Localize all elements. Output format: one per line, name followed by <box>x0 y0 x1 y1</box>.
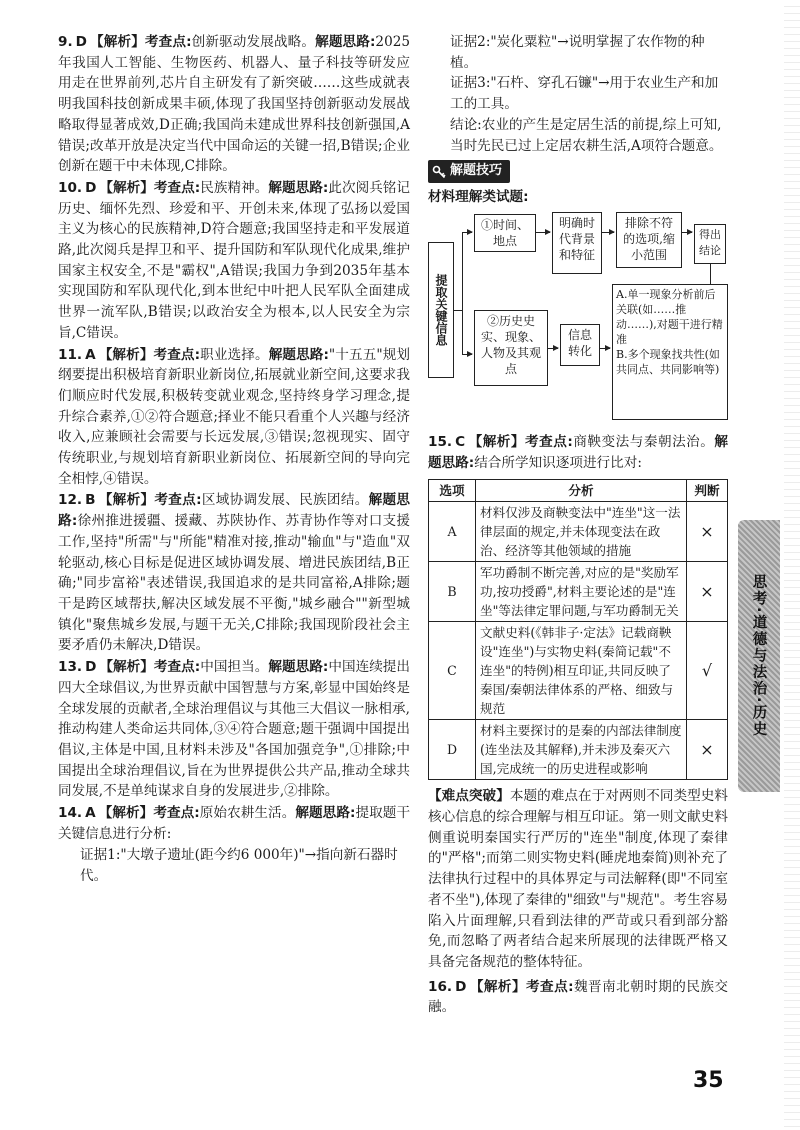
table-cell-judge: × <box>687 720 728 780</box>
answer-letter: D <box>455 978 467 995</box>
table-row <box>429 720 728 780</box>
keypoint-text: 民族精神。 <box>200 179 269 196</box>
question-9 <box>58 32 410 177</box>
analysis-tag: 【解析】 <box>98 346 154 363</box>
arrow <box>462 232 472 233</box>
question-13 <box>58 657 410 802</box>
analysis-text: 徐州推进援疆、援藏、苏陕协作、苏青协作等对口支援工作,坚持"所需"与"所能"精准对接,推动"输血"与"造血"双轮驱动,核心目标是促进区域协调发展、增进民族团结,B正确;"同步富裕"表述错误,我国追求的是共同富裕,A排除;题干是跨区域帮扶,解决区域发展不平衡,"城乡融合""新型城镇化"聚焦城乡发展,与题干无关,C排除;我国现阶段社会主要矛盾仍未解决,D错误。 <box>58 513 411 654</box>
arrow <box>602 232 614 233</box>
arrow <box>462 354 472 355</box>
analysis-text: 结合所学知识逐项进行比对: <box>474 454 642 471</box>
table-cell-analysis: 材料仅涉及商鞅变法中"连坐"这一法律层面的规定,并未体现变法在政治、经济等其他领域的措施 <box>476 502 687 562</box>
connector <box>710 264 711 284</box>
diagram-box-facts: ②历史史实、现象、人物及其观点 <box>474 310 548 386</box>
analysis-text: 中国连续提出四大全球倡议,为世界贡献中国智慧与方案,彰显中国始终是全球发展的贡献者,全球治理倡议与其他三大倡议一脉相承,推动构建人类命运共同体,③④符合题意;题干强调中国提出倡议,主体是中国,且材料未涉及"各国加强竞争",①排除;中国提出全球治理倡议,旨在为世界提供公共产品,推动全球共同发展,不是单纯谋求自身的发展进步,②排除。 <box>58 659 411 800</box>
analysis-tag: 【解析】 <box>98 805 154 822</box>
answer-letter: D <box>75 34 87 50</box>
question-15 <box>428 432 728 473</box>
keypoint-text: 中国担当。 <box>200 659 269 676</box>
left-column <box>58 32 410 887</box>
solving-flow-diagram <box>428 212 728 422</box>
key-icon <box>432 165 446 179</box>
table-cell-option: A <box>429 502 476 562</box>
analysis-tag: 【解析】 <box>99 179 154 196</box>
question-number: 11. <box>58 346 83 363</box>
think-label: 解题思路: <box>315 34 376 50</box>
answer-letter: A <box>85 805 96 822</box>
question-10 <box>58 178 410 344</box>
keypoint-text: 创新驱动发展战略。 <box>191 34 316 50</box>
diagram-box-time-place: ①时间、地点 <box>474 214 536 252</box>
table-header-option: 选项 <box>429 480 476 502</box>
method-b: B.多个现象找共性(如共同点、共同影响等) <box>616 347 720 376</box>
option-analysis-table <box>428 479 728 780</box>
question-11 <box>58 345 410 490</box>
q14-evidence-1: 证据1:"大墩子遗址(距今约6 000年)"→指向新石器时代。 <box>80 847 398 885</box>
answer-letter: B <box>85 492 96 509</box>
diagram-left-label: 提取关键信息 <box>428 242 454 378</box>
q14-evidence-3: 证据3:"石杵、穿孔石镰"→用于农业生产和加工的工具。 <box>450 75 719 113</box>
arrow <box>548 348 558 349</box>
question-number: 13. <box>58 659 83 676</box>
diagram-box-methods <box>612 284 728 420</box>
page-edge-dots <box>784 0 800 1130</box>
right-column <box>428 32 728 1019</box>
keypoint-text: 区域协调发展、民族团结。 <box>201 492 369 509</box>
table-cell-judge: × <box>687 562 728 622</box>
keypoint-text: 商鞅变法与秦朝法治。 <box>572 433 715 450</box>
arrow <box>600 348 610 349</box>
answer-letter: D <box>85 659 97 676</box>
keypoint-label: 考查点: <box>526 978 574 995</box>
think-label: 解题思路: <box>268 659 329 676</box>
table-cell-analysis: 材料主要探讨的是秦的内部法律制度(连坐法及其解释),并未涉及秦灭六国,完成统一的历史进程或影响 <box>476 720 687 780</box>
question-number: 14. <box>58 805 83 822</box>
question-12 <box>58 490 410 656</box>
analysis-tag: 【解析】 <box>469 978 526 995</box>
keypoint-text: 原始农耕生活。 <box>199 805 296 822</box>
answer-letter: A <box>85 346 96 363</box>
keypoint-label: 考查点: <box>153 179 201 196</box>
answer-letter: D <box>85 179 97 196</box>
table-cell-judge: √ <box>687 622 728 720</box>
connector <box>454 310 462 311</box>
question-number: 15. <box>428 433 453 450</box>
page-number: 35 <box>693 1068 724 1093</box>
side-tab-label: 思考·道德与法治·历史 <box>750 574 767 738</box>
analysis-text: 提取题干关键信息进行分析: <box>58 805 411 842</box>
answer-letter: C <box>455 433 466 450</box>
diagram-box-convert: 信息转化 <box>560 324 600 366</box>
table-cell-analysis: 文献史料(《韩非子·定法》记载商鞅设"连坐")与实物史料(秦简记载"不连坐"的特例)相互印证,共同反映了秦国/秦朝法律体系的严格、细致与规范 <box>476 622 687 720</box>
question-number: 10. <box>58 179 83 196</box>
keypoint-label: 考查点: <box>154 492 202 509</box>
analysis-tag: 【解析】 <box>99 659 154 676</box>
table-cell-option: B <box>429 562 476 622</box>
think-label: 解题思路: <box>268 346 329 363</box>
question-16 <box>428 977 728 1018</box>
keypoint-label: 考查点: <box>153 346 201 363</box>
keypoint-label: 考查点: <box>144 34 192 50</box>
keypoint-text: 职业选择。 <box>200 346 269 363</box>
keypoint-text: 魏晋南北朝时期的民族交融。 <box>428 978 729 1016</box>
arrow <box>682 232 692 233</box>
difficulty-label: 【难点突破】 <box>428 788 510 805</box>
table-row <box>429 502 728 562</box>
table-cell-analysis: 军功爵制不断完善,对应的是"奖励军功,按功授爵",材料主要论述的是"连坐"等法律定罪问题,与军功爵制无关 <box>476 562 687 622</box>
tips-badge-label: 解题技巧 <box>450 163 503 179</box>
diagram-box-eliminate: 排除不符的选项,缩小范围 <box>616 212 682 268</box>
connector <box>462 232 463 354</box>
question-number: 9. <box>58 34 73 50</box>
tips-badge <box>428 160 510 183</box>
keypoint-label: 考查点: <box>525 433 573 450</box>
think-label: 解题思路: <box>295 805 356 822</box>
subject-side-tab <box>738 520 780 792</box>
tips-lead: 材料理解类试题: <box>428 189 529 206</box>
arrow <box>536 232 550 233</box>
question-14 <box>58 803 410 844</box>
table-row <box>429 562 728 622</box>
keypoint-label: 考查点: <box>153 659 201 676</box>
think-label: 解题思路: <box>428 433 728 471</box>
q14-conclusion: 结论:农业的产生是定居生活的前提,综上可知,当时先民已过上定居农耕生活,A项符合题意。 <box>450 116 723 154</box>
diagram-box-era-features: 明确时代背景和特征 <box>552 212 602 274</box>
think-label: 解题思路: <box>268 179 329 196</box>
think-label: 解题思路: <box>58 492 411 530</box>
analysis-tag: 【解析】 <box>468 433 526 450</box>
table-row <box>429 622 728 720</box>
table-header-judge: 判断 <box>687 480 728 502</box>
table-cell-judge: × <box>687 502 728 562</box>
table-cell-option: D <box>429 720 476 780</box>
analysis-text: 此次阅兵铭记历史、缅怀先烈、珍爱和平、开创未来,体现了弘扬以爱国主义为核心的民族精神,D符合题意;我国坚持走和平发展道路,此次阅兵是捍卫和平、提升国防和军队现代化成果,维护国家主权安全,不是"霸权",A错误;我国力争到2035年基本实现国防和军队现代化,到本世纪中叶把人民军队全面建成世界一流军队,B错误;以政治安全为根本,以人民安全为宗旨,C错误。 <box>58 179 411 341</box>
keypoint-label: 考查点: <box>153 805 200 822</box>
analysis-tag: 【解析】 <box>98 492 155 509</box>
difficulty-text: 本题的难点在于对两则不同类型史料核心信息的综合理解与相互印证。第一则文献史料侧重说明秦国实行严厉的"连坐"制度,体现了秦律的"严格";而第二则实物史料(睡虎地秦简)则补充了法律执行过程中的具体界定与司法解释(即"不同室者不坐"),体现了秦律的"细致"与"规范"。考生容易陷入片面理解,只看到法律的严苛或只看到部分豁免,而忽略了两者结合起来所展现的法律既严格又具备完备规范的整体特征。 <box>428 788 729 970</box>
question-number: 12. <box>58 492 83 509</box>
analysis-text: "十五五"规划纲要提出积极培育新职业新岗位,拓展就业新空间,这要求我们顺应时代发展,积极转变就业观念,坚持终身学习理念,提升综合素养,①②符合题意;择业不能只看重个人兴趣与经济收入,应兼顾社会需要与长远发展,③错误;忽视现实、固守传统职业,与规划培育新职业新岗位、拓展新空间的导向完全相悖,④错误。 <box>58 346 411 487</box>
table-header-analysis: 分析 <box>476 480 687 502</box>
method-a: A.单一现象分析前后关联(如……推动……),对题干进行精准 <box>616 287 723 346</box>
table-cell-option: C <box>429 622 476 720</box>
diagram-box-conclusion: 得出结论 <box>694 224 726 264</box>
analysis-tag: 【解析】 <box>89 34 145 50</box>
analysis-text: 2025年我国人工智能、生物医药、机器人、量子科技等研发应用走在世界前列,芯片自主研发有了新突破……这些成就表明我国科技创新成果丰硕,体现了我国坚持创新驱动发展战略取得显著成效,D正确;我国尚未建成世界科技创新强国,A错误;改革开放是决定当代中国命运的关键一招,B错误;企业创新在题干中未体现,C排除。 <box>58 34 411 175</box>
q14-evidence-2: 证据2:"炭化粟粒"→说明掌握了农作物的种植。 <box>450 34 705 71</box>
question-number: 16. <box>428 978 453 995</box>
difficulty-breakthrough <box>428 786 728 972</box>
